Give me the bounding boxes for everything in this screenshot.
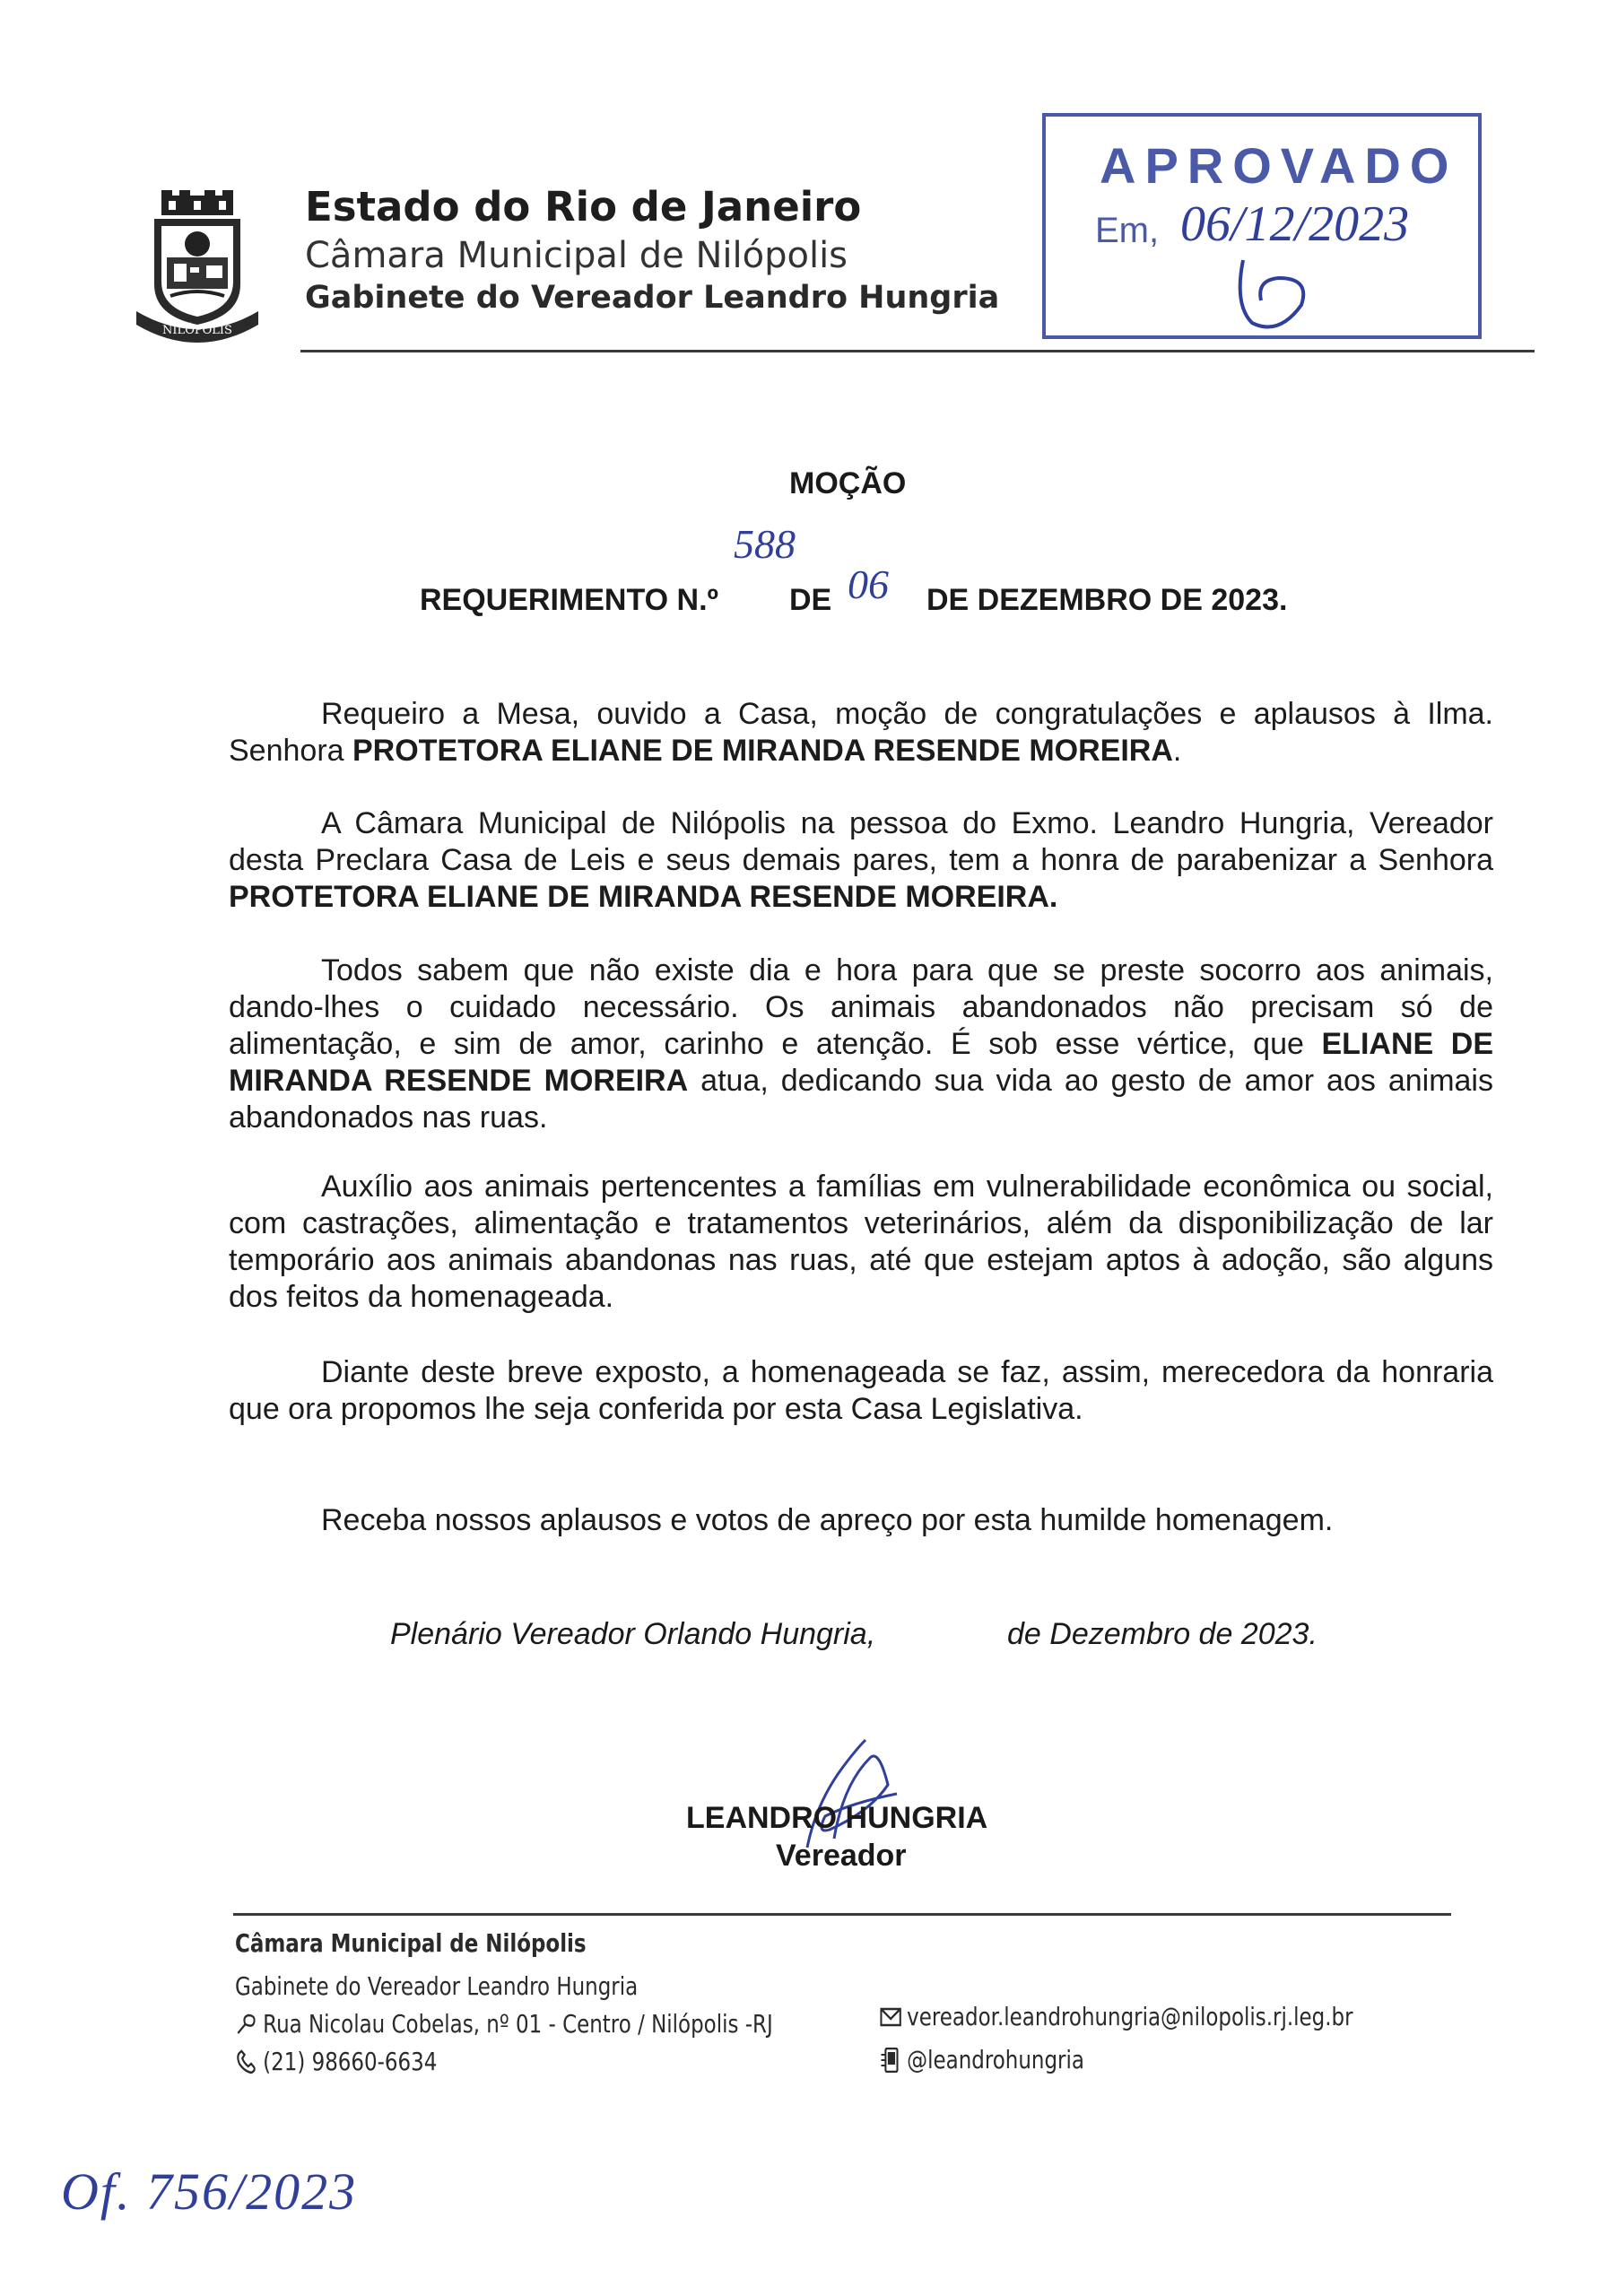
phone-icon [235,2049,258,2074]
handwritten-office-reference: Of. 756/2023 [61,2162,358,2221]
paragraph-2-honoree: PROTETORA ELIANE DE MIRANDA RESENDE MOREIRA. [229,880,1058,914]
header-divider [300,350,1535,352]
header-state-name: Estado do Rio de Janeiro [305,183,862,230]
request-de-label: DE [789,583,832,617]
envelope-icon [879,2005,902,2030]
mobile-phone-icon [879,2048,902,2073]
document-title: MOÇÃO [789,466,907,500]
handwritten-day: 06 [848,561,889,607]
paragraph-3-honoree: ELIANE DE MIRANDA RESENDE MOREIRA [229,1027,1493,1098]
handwritten-request-number: 588 [734,521,796,567]
paragraph-6: Receba nossos aplausos e votos de apreço por esta humilde homenagem. [321,1503,1334,1537]
paragraph-2-text: A Câmara Municipal de Nilópolis na pessoa do Exmo. Leandro Hungria, Vereador desta Preclara Casa de Leis e seus demais pares, tem a honra de parabenizar a Senhora [229,806,1493,877]
paragraph-3 [229,952,1493,1136]
footer-phone-text: (21) 98660-6634 [263,2047,438,2076]
approval-stamp [1042,113,1482,339]
stamp-title: APROVADO [1100,137,1458,194]
footer-phone [235,2047,437,2076]
stamp-handwritten-date: 06/12/2023 [1180,196,1410,252]
paragraph-3-end: atua, dedicando sua vida ao gesto de amor aos animais abandonados nas ruas. [229,1064,1493,1135]
paragraph-1-end: . [1172,734,1182,768]
request-date-label: DE DEZEMBRO DE 2023. [926,583,1288,617]
footer-instagram [879,2045,1084,2074]
footer-divider [233,1913,1451,1916]
header-camara-name: Câmara Municipal de Nilópolis [305,235,848,276]
footer-gabinete: Gabinete do Vereador Leandro Hungria [235,1971,639,2001]
footer-org: Câmara Municipal de Nilópolis [235,1928,587,1958]
municipal-crest-logo [135,190,260,347]
stamp-initials-mark [1225,251,1333,336]
paragraph-1-honoree: PROTETORA ELIANE DE MIRANDA RESENDE MOREIRA [352,734,1173,768]
location-pin-icon [235,2012,258,2037]
footer-instagram-text: @leandrohungria [907,2045,1084,2074]
paragraph-3-text: Todos sabem que não existe dia e hora para que se preste socorro aos animais, dando-lhes o cuidado necessário. Os animais abandonados não precisam só de alimentação, e sim de amor, carinho e atenção. É sob esse vértice, que [229,953,1493,1061]
crest-ribbon-text: NILÓPOLIS [162,324,232,337]
footer-email [879,2002,1353,2031]
paragraph-5: Diante deste breve exposto, a homenageada se faz, assim, merecedora da honraria que ora propomos lhe seja conferida por esta Casa Legislativa. [229,1355,1493,1426]
signatory-role: Vereador [776,1839,907,1873]
paragraph-1-text: Requeiro a Mesa, ouvido a Casa, moção de congratulações e aplausos à Ilma. Senhora [229,697,1493,768]
footer-address [235,2009,773,2039]
signatory-name: LEANDRO HUNGRIA [686,1801,988,1835]
paragraph-2 [229,805,1493,916]
closing-date: de Dezembro de 2023. [1007,1617,1318,1651]
stamp-em-label: Em, [1095,211,1160,250]
header-gabinete: Gabinete do Vereador Leandro Hungria [305,280,1000,316]
paragraph-4: Auxílio aos animais pertencentes a famílias em vulnerabilidade econômica ou social, com castrações, alimentação e tratamentos veterinários, além da disponibilização de lar temporário aos animais abandonas nas ruas, até que estejam aptos à adoção, são alguns dos feitos da homenageada. [229,1170,1493,1314]
footer-email-text: vereador.leandrohungria@nilopolis.rj.leg.br [907,2002,1353,2031]
request-label: REQUERIMENTO N.º [420,583,718,617]
closing-place: Plenário Vereador Orlando Hungria, [390,1617,876,1651]
footer-address-text: Rua Nicolau Cobelas, nº 01 - Centro / Nilópolis -RJ [263,2009,773,2039]
paragraph-1 [229,696,1493,770]
